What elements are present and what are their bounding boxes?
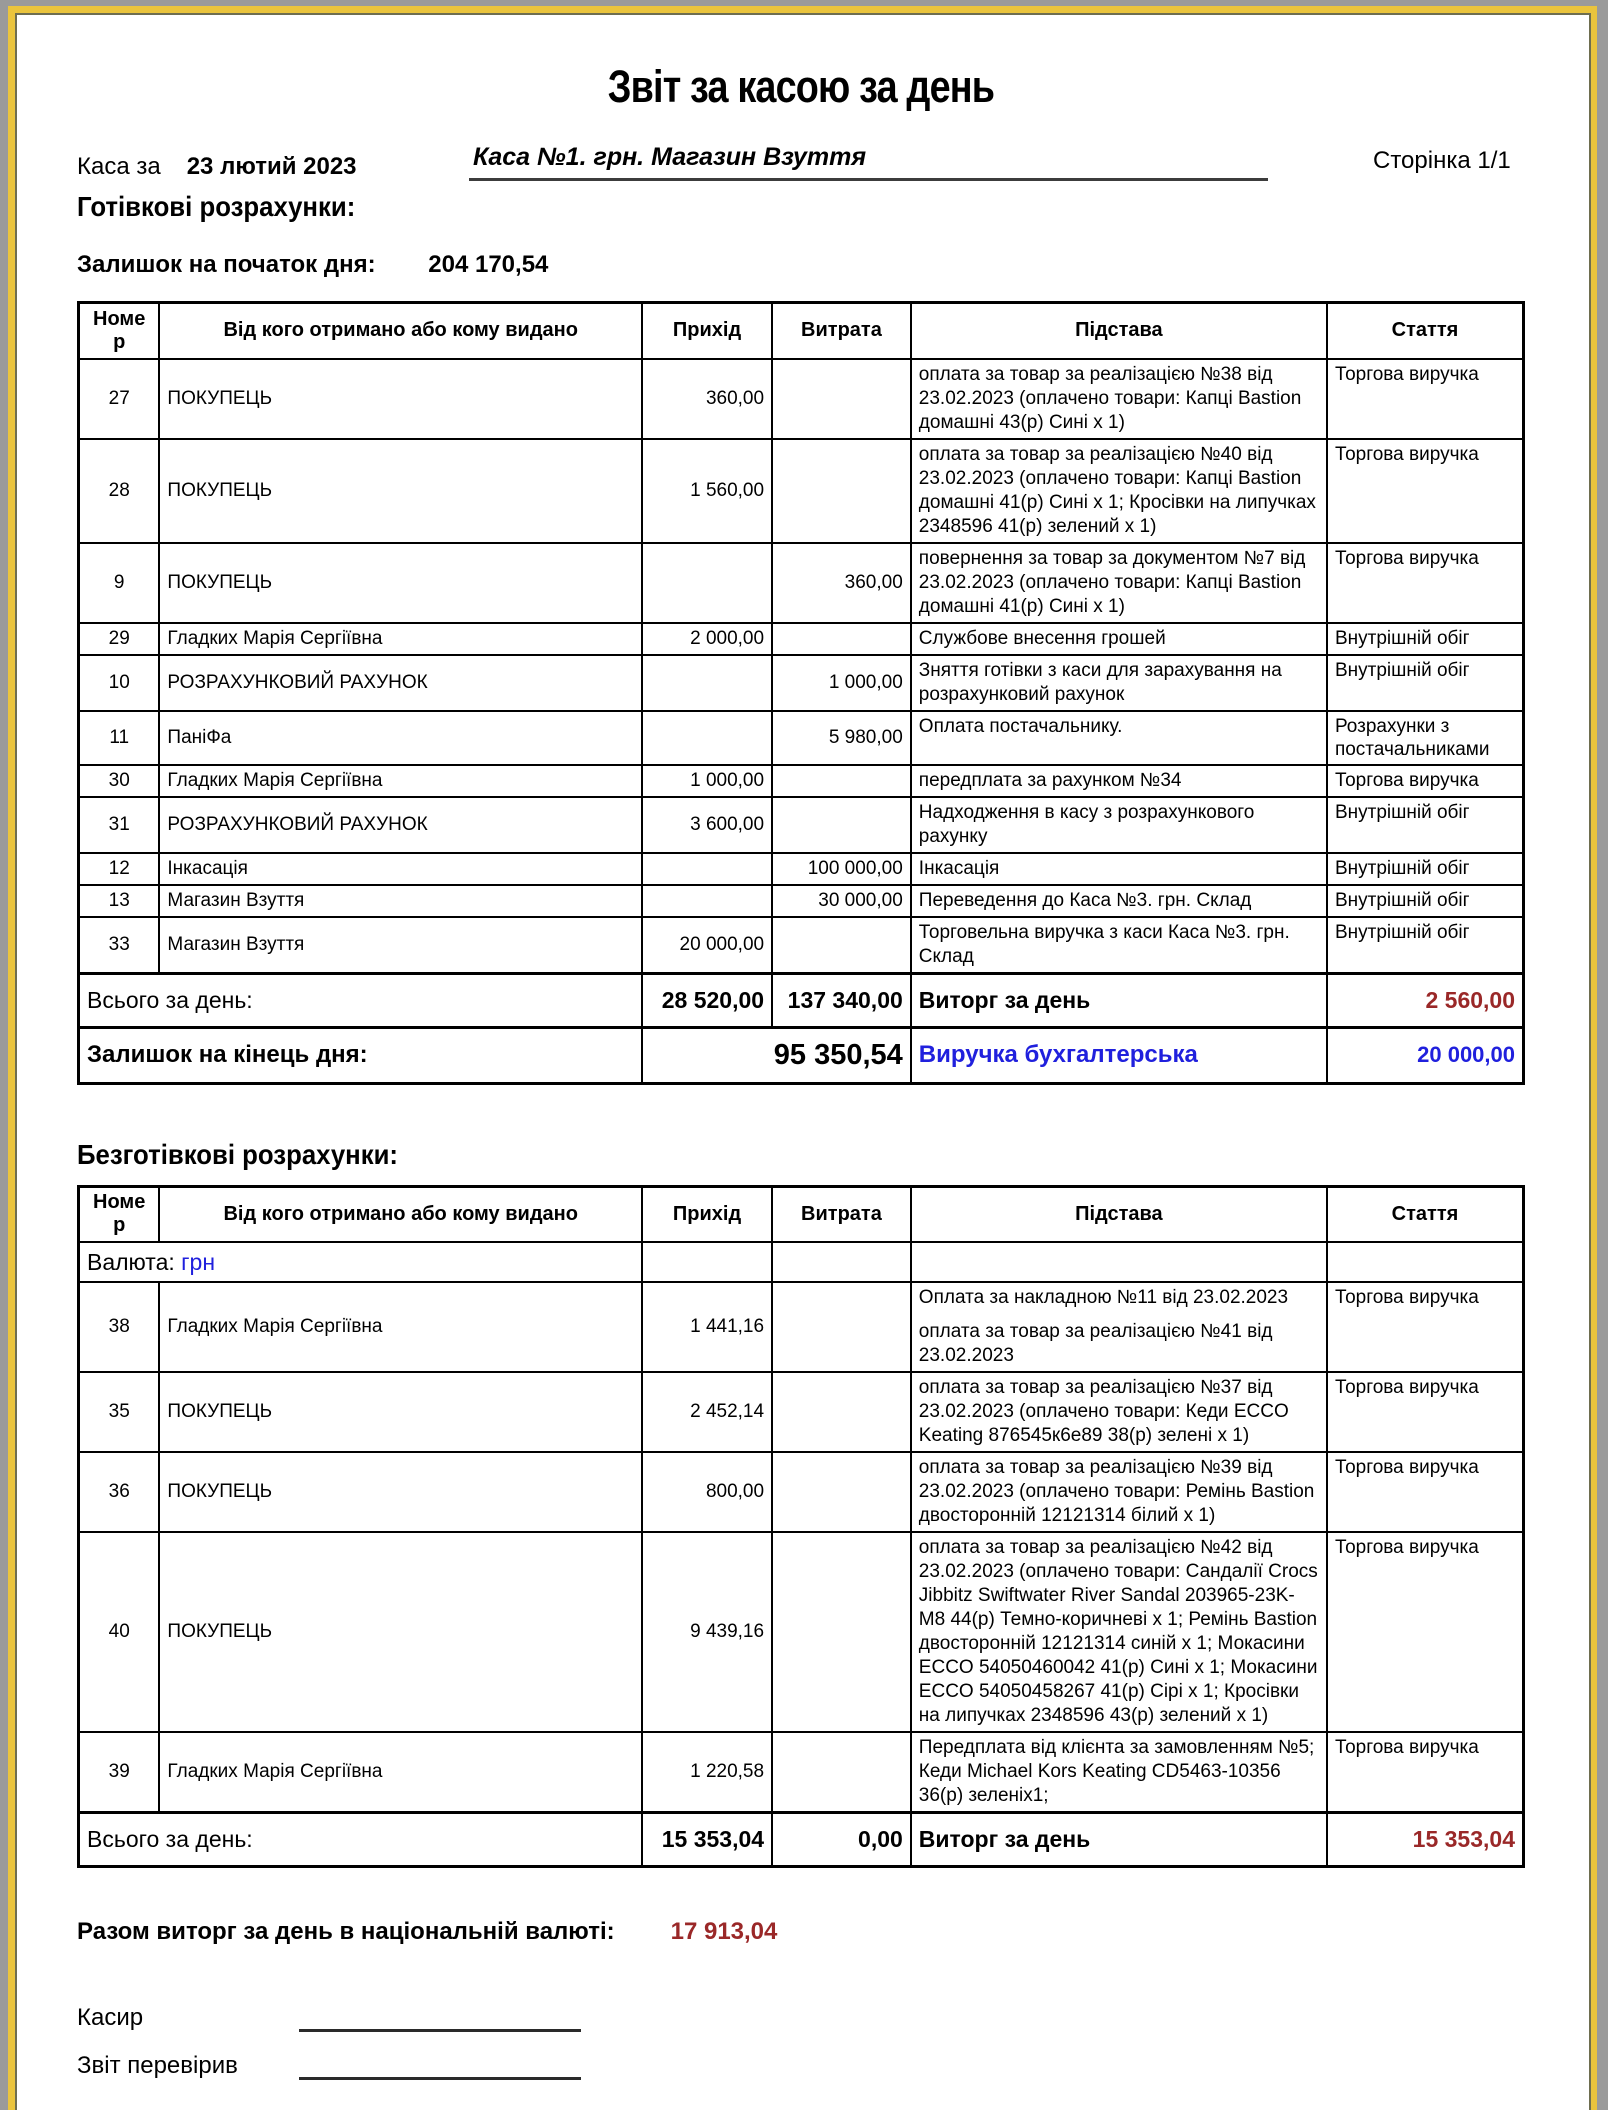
cell-article: Торгова виручка: [1327, 765, 1524, 797]
revenue-value: 15 353,04: [1327, 1813, 1524, 1867]
cell-counterparty: ПОКУПЕЦЬ: [159, 1532, 642, 1732]
cell-income: 20 000,00: [642, 917, 772, 974]
cell-number: 30: [79, 765, 160, 797]
cell-number: 39: [79, 1732, 160, 1813]
cell-number: 31: [79, 797, 160, 853]
report-date: 23 лютий 2023: [186, 153, 357, 180]
column-header-expense: Витрата: [772, 1186, 911, 1242]
revenue-label: Виторг за день: [911, 1813, 1327, 1867]
cell-expense: [772, 1532, 911, 1732]
cell-counterparty: ПОКУПЕЦЬ: [159, 439, 642, 543]
cell-number: 38: [79, 1282, 160, 1372]
cell-basis: [911, 543, 1327, 623]
checked-sign-row: [77, 2048, 1525, 2080]
basis-paragraph: оплата за товар за реалізацією №38 від 23.02.2023 (оплачено товари: Капці Bastion домашні 43(р) Сині х 1): [918, 363, 1302, 433]
cell-article: Торгова виручка: [1327, 1532, 1524, 1732]
currency-cell: [79, 1242, 643, 1282]
cashier-signature-line: [299, 2000, 581, 2032]
kasa-za-label: Каса за: [77, 153, 161, 180]
cell-article: Торгова виручка: [1327, 1282, 1524, 1372]
column-header-article: Стаття: [1327, 1186, 1524, 1242]
cell-basis: [911, 1732, 1327, 1813]
table-row: [79, 797, 1524, 853]
checked-label: Звіт перевірив: [77, 2052, 238, 2079]
cell-income: [642, 543, 772, 623]
empty-cell: [642, 1242, 772, 1282]
table-row: [79, 885, 1524, 917]
cell-counterparty: РОЗРАХУНКОВИЙ РАХУНОК: [159, 655, 642, 711]
cell-counterparty: РОЗРАХУНКОВИЙ РАХУНОК: [159, 797, 642, 853]
cash-closing-row: [79, 1027, 1524, 1083]
empty-cell: [1327, 1242, 1524, 1282]
table-row: [79, 917, 1524, 974]
cell-expense: [772, 623, 911, 655]
cell-article: Торгова виручка: [1327, 1732, 1524, 1813]
basis-paragraph: передплата за рахунком №34: [918, 769, 1182, 791]
cell-article: Внутрішній обіг: [1327, 917, 1524, 974]
basis-paragraph: повернення за товар за документом №7 від 23.02.2023 (оплачено товари: Капці Bastion домашні 41(р) Сині х 1): [918, 547, 1306, 617]
section-heading-noncash: Безготівкові розрахунки:: [77, 1138, 399, 1170]
currency-label: Валюта:: [87, 1248, 175, 1275]
cell-income: [642, 655, 772, 711]
cell-counterparty: Гладких Марія Сергіївна: [159, 765, 642, 797]
cell-counterparty: ПаніФа: [159, 711, 642, 765]
cash-table-header: [79, 303, 1524, 359]
cell-number: 29: [79, 623, 160, 655]
cell-counterparty: Гладких Марія Сергіївна: [159, 1732, 642, 1813]
cell-counterparty: ПОКУПЕЦЬ: [159, 1372, 642, 1452]
table-row: [79, 765, 1524, 797]
cell-basis: [911, 1452, 1327, 1532]
cell-basis: [911, 711, 1327, 765]
cell-number: 27: [79, 359, 160, 439]
empty-cell: [772, 1242, 911, 1282]
cell-expense: 30 000,00: [772, 885, 911, 917]
cell-income: 800,00: [642, 1452, 772, 1532]
column-header-number: Номер: [79, 303, 160, 359]
column-header-number: Номер: [79, 1186, 160, 1242]
basis-paragraph: Оплата за накладною №11 від 23.02.2023: [918, 1287, 1289, 1308]
empty-cell: [911, 1242, 1327, 1282]
basis-paragraph: Зняття готівки з каси для зарахування на розрахунковий рахунок: [918, 659, 1282, 705]
page-number: Сторінка 1/1: [1373, 147, 1511, 174]
cell-basis: [911, 623, 1327, 655]
cell-article: Внутрішній обіг: [1327, 885, 1524, 917]
checked-signature-line: [299, 2048, 581, 2080]
cell-number: 10: [79, 655, 160, 711]
cell-expense: [772, 765, 911, 797]
table-row: [79, 1282, 1524, 1372]
cell-income: [642, 885, 772, 917]
grand-total-line: [77, 1918, 1525, 1946]
cell-income: 1 560,00: [642, 439, 772, 543]
revenue-value: 2 560,00: [1327, 973, 1524, 1027]
cell-expense: 5 980,00: [772, 711, 911, 765]
cell-article: Внутрішній обіг: [1327, 623, 1524, 655]
opening-balance-label: Залишок на початок дня:: [77, 251, 376, 278]
cell-expense: [772, 1282, 911, 1372]
cell-expense: [772, 917, 911, 974]
cell-article: Розрахунки з постачальниками: [1327, 711, 1524, 765]
cell-number: 28: [79, 439, 160, 543]
table-row: [79, 1452, 1524, 1532]
cell-number: 36: [79, 1452, 160, 1532]
cell-counterparty: Гладких Марія Сергіївна: [159, 1282, 642, 1372]
cell-counterparty: ПОКУПЕЦЬ: [159, 359, 642, 439]
table-row: [79, 1372, 1524, 1452]
totals-expense: 0,00: [772, 1813, 911, 1867]
cell-expense: [772, 1372, 911, 1452]
cell-article: Внутрішній обіг: [1327, 853, 1524, 885]
cell-basis: [911, 1532, 1327, 1732]
cell-counterparty: Магазин Взуття: [159, 885, 642, 917]
cell-income: 3 600,00: [642, 797, 772, 853]
cell-income: 360,00: [642, 359, 772, 439]
cell-expense: [772, 1732, 911, 1813]
cell-number: 11: [79, 711, 160, 765]
cell-number: 33: [79, 917, 160, 974]
cell-basis: [911, 885, 1327, 917]
cell-expense: [772, 359, 911, 439]
cell-article: Торгова виручка: [1327, 1452, 1524, 1532]
opening-balance-line: [77, 251, 1525, 279]
basis-paragraph: Передплата від клієнта за замовленням №5; Кеди Michael Kors Keating CD5463-10356 36(р) зеленіх1;: [918, 1737, 1315, 1806]
cash-totals-row: [79, 973, 1524, 1027]
doc-header: [77, 143, 1525, 181]
basis-paragraph: Оплата постачальнику.: [918, 715, 1123, 737]
table-row: [79, 359, 1524, 439]
cell-income: 1 000,00: [642, 765, 772, 797]
cell-income: 9 439,16: [642, 1532, 772, 1732]
cell-expense: [772, 797, 911, 853]
cell-basis: [911, 655, 1327, 711]
table-row: [79, 853, 1524, 885]
totals-income: 15 353,04: [642, 1813, 772, 1867]
kasa-name: Каса №1. грн. Магазин Взуття: [469, 143, 1268, 181]
cell-income: [642, 853, 772, 885]
cell-expense: [772, 1452, 911, 1532]
cell-basis: [911, 797, 1327, 853]
accounting-revenue-label: Виручка бухгалтерська: [911, 1027, 1327, 1083]
opening-balance-value: 204 170,54: [428, 251, 549, 278]
report-page: [15, 13, 1591, 2110]
totals-income: 28 520,00: [642, 973, 772, 1027]
basis-paragraph: оплата за товар за реалізацією №40 від 23.02.2023 (оплачено товари: Капці Bastion домашні 41(р) Сині х 1; Кросівки на липучках 2348596 41(р) зелений х 1): [918, 443, 1316, 537]
cell-expense: 100 000,00: [772, 853, 911, 885]
basis-paragraph: оплата за товар за реалізацією №41 від 23.02.2023: [918, 1321, 1273, 1366]
cell-number: 35: [79, 1372, 160, 1452]
column-header-income: Прихід: [642, 303, 772, 359]
cell-article: Торгова виручка: [1327, 439, 1524, 543]
currency-row: [79, 1242, 1524, 1282]
basis-paragraph: Надходження в касу з розрахункового рахунку: [918, 801, 1255, 847]
accounting-revenue-value: 20 000,00: [1327, 1027, 1524, 1083]
cell-article: Внутрішній обіг: [1327, 797, 1524, 853]
cell-counterparty: Гладких Марія Сергіївна: [159, 623, 642, 655]
basis-paragraph: Торговельна виручка з каси Каса №3. грн. Склад: [918, 921, 1290, 967]
column-header-counterparty: Від кого отримано або кому видано: [159, 303, 642, 359]
table-row: [79, 711, 1524, 765]
totals-label: Всього за день:: [79, 1813, 643, 1867]
cell-income: 1 441,16: [642, 1282, 772, 1372]
basis-paragraph: оплата за товар за реалізацією №42 від 23.02.2023 (оплачено товари: Сандалії Crocs Jibbitz Swiftwater River Sandal 203965-23K-M8 44(р) Темно-коричневі х 1; Ремінь Bastion двосторонній 12121314 синій х 1; Мокасини ECCO 54050460042 41(р) Сині х 1; Мокасини ECCO 54050458267 41(р) Сірі х 1; Кросівки на липучках 2348596 43(р) зелений х 1): [918, 1537, 1318, 1726]
cashier-sign-row: [77, 2000, 1525, 2032]
column-header-basis: Підстава: [911, 1186, 1327, 1242]
revenue-label: Виторг за день: [911, 973, 1327, 1027]
cell-basis: [911, 359, 1327, 439]
cell-expense: [772, 439, 911, 543]
column-header-basis: Підстава: [911, 303, 1327, 359]
cell-article: Внутрішній обіг: [1327, 655, 1524, 711]
column-header-article: Стаття: [1327, 303, 1524, 359]
window-frame-gold: [8, 6, 1597, 2110]
cell-basis: [911, 439, 1327, 543]
cell-counterparty: Магазин Взуття: [159, 917, 642, 974]
grand-total-label: Разом виторг за день в національній валюті:: [77, 1918, 615, 1945]
cash-table: [77, 301, 1525, 1085]
basis-paragraph: Інкасація: [918, 857, 1000, 879]
noncash-totals-row: [79, 1813, 1524, 1867]
cell-income: 2 452,14: [642, 1372, 772, 1452]
table-row: [79, 623, 1524, 655]
cell-number: 12: [79, 853, 160, 885]
section-heading-cash: Готівкові розрахунки:: [77, 191, 356, 222]
noncash-table: [77, 1185, 1525, 1869]
basis-paragraph: оплата за товар за реалізацією №37 від 23.02.2023 (оплачено товари: Кеди ECCO Keating 876545к6е89 38(р) зелені х 1): [918, 1377, 1289, 1446]
totals-label: Всього за день:: [79, 973, 643, 1027]
cell-basis: [911, 853, 1327, 885]
cell-number: 13: [79, 885, 160, 917]
cell-basis: [911, 917, 1327, 974]
cell-basis: [911, 1282, 1327, 1372]
table-row: [79, 543, 1524, 623]
cell-basis: [911, 1372, 1327, 1452]
cell-income: 1 220,58: [642, 1732, 772, 1813]
table-row: [79, 1532, 1524, 1732]
currency-value: грн: [181, 1248, 216, 1275]
closing-balance-value: 95 350,54: [642, 1027, 911, 1083]
grand-total-value: 17 913,04: [670, 1918, 778, 1945]
cashier-label: Касир: [77, 2004, 144, 2031]
cell-income: [642, 711, 772, 765]
totals-expense: 137 340,00: [772, 973, 911, 1027]
cell-number: 40: [79, 1532, 160, 1732]
cell-counterparty: Інкасація: [159, 853, 642, 885]
cell-counterparty: ПОКУПЕЦЬ: [159, 543, 642, 623]
basis-paragraph: Переведення до Каса №3. грн. Склад: [918, 889, 1252, 911]
cell-counterparty: ПОКУПЕЦЬ: [159, 1452, 642, 1532]
basis-paragraph: оплата за товар за реалізацією №39 від 23.02.2023 (оплачено товари: Ремінь Bastion двосторонній 12121314 білий х 1): [918, 1457, 1315, 1526]
closing-balance-label: Залишок на кінець дня:: [79, 1027, 643, 1083]
page-title: Звіт за касою за день: [607, 61, 995, 112]
table-row: [79, 1732, 1524, 1813]
table-row: [79, 439, 1524, 543]
cell-number: 9: [79, 543, 160, 623]
column-header-income: Прихід: [642, 1186, 772, 1242]
table-row: [79, 655, 1524, 711]
cell-article: Торгова виручка: [1327, 359, 1524, 439]
cell-article: Торгова виручка: [1327, 1372, 1524, 1452]
cell-income: 2 000,00: [642, 623, 772, 655]
noncash-table-header: [79, 1186, 1524, 1242]
cell-basis: [911, 765, 1327, 797]
column-header-expense: Витрата: [772, 303, 911, 359]
cell-expense: 360,00: [772, 543, 911, 623]
column-header-counterparty: Від кого отримано або кому видано: [159, 1186, 642, 1242]
kasa-date-line: [77, 153, 469, 181]
cell-expense: 1 000,00: [772, 655, 911, 711]
basis-paragraph: Службове внесення грошей: [918, 627, 1166, 649]
cell-article: Торгова виручка: [1327, 543, 1524, 623]
